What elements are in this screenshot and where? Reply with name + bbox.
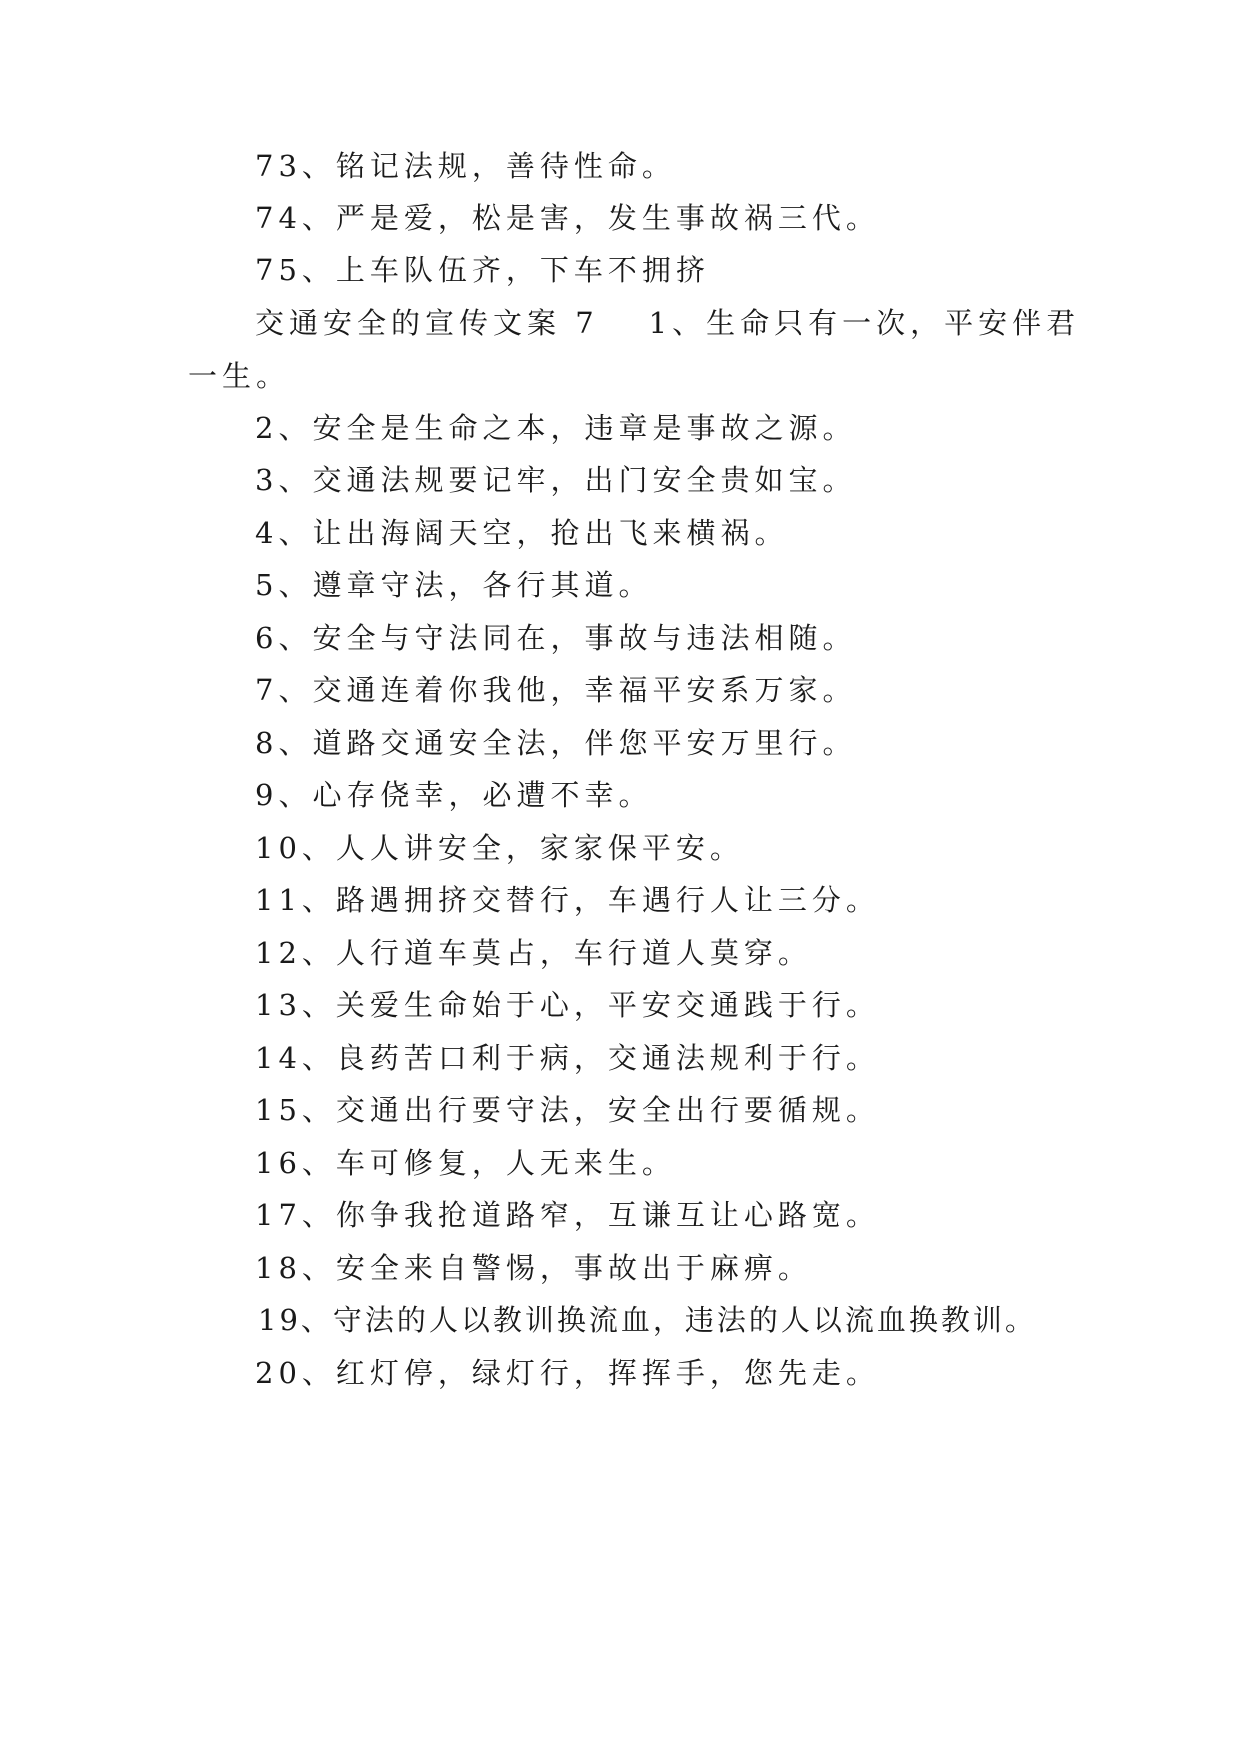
slogan-line-8: 8、道路交通安全法，伴您平安万里行。: [255, 726, 857, 760]
section-heading: 交通安全的宣传文案 7: [255, 306, 599, 340]
slogan-line-9: 9、心存侥幸，必遭不幸。: [255, 778, 653, 812]
slogan-line-5: 5、遵章守法，各行其道。: [255, 568, 653, 602]
slogan-line-4: 4、让出海阔天空，抢出飞来横祸。: [255, 516, 789, 550]
slogan-line-1: 1、生命只有一次，平安伴君: [648, 306, 1081, 340]
slogan-line-10: 10、人人讲安全，家家保平安。: [255, 831, 744, 865]
slogan-line-13: 13、关爱生命始于心，平安交通践于行。: [255, 988, 880, 1022]
slogan-line-2: 2、安全是生命之本，违章是事故之源。: [255, 411, 857, 445]
slogan-line-74: 74、严是爱，松是害，发生事故祸三代。: [255, 201, 880, 235]
slogan-line-1-continued: 一生。: [188, 359, 291, 393]
slogan-line-20: 20、红灯停，绿灯行，挥挥手，您先走。: [255, 1356, 880, 1390]
slogan-line-12: 12、人行道车莫占，车行道人莫穿。: [255, 936, 812, 970]
slogan-line-16: 16、车可修复，人无来生。: [255, 1146, 676, 1180]
slogan-line-75: 75、上车队伍齐，下车不拥挤: [255, 253, 710, 287]
slogan-line-7: 7、交通连着你我他，幸福平安系万家。: [255, 673, 857, 707]
slogan-line-3: 3、交通法规要记牢，出门安全贵如宝。: [255, 463, 857, 497]
slogan-line-19: 19、守法的人以教训换流血，违法的人以流血换教训。: [258, 1303, 1037, 1337]
section-heading-line: [255, 305, 1080, 341]
slogan-line-18: 18、安全来自警惕，事故出于麻痹。: [255, 1251, 812, 1285]
slogan-line-6: 6、安全与守法同在，事故与违法相随。: [255, 621, 857, 655]
slogan-line-11: 11、路遇拥挤交替行，车遇行人让三分。: [255, 883, 880, 917]
slogan-line-17: 17、你争我抢道路窄，互谦互让心路宽。: [255, 1198, 880, 1232]
slogan-line-14: 14、良药苦口利于病，交通法规利于行。: [255, 1041, 880, 1075]
slogan-line-73: 73、铭记法规，善待性命。: [255, 149, 676, 183]
slogan-line-15: 15、交通出行要守法，安全出行要循规。: [255, 1093, 880, 1127]
